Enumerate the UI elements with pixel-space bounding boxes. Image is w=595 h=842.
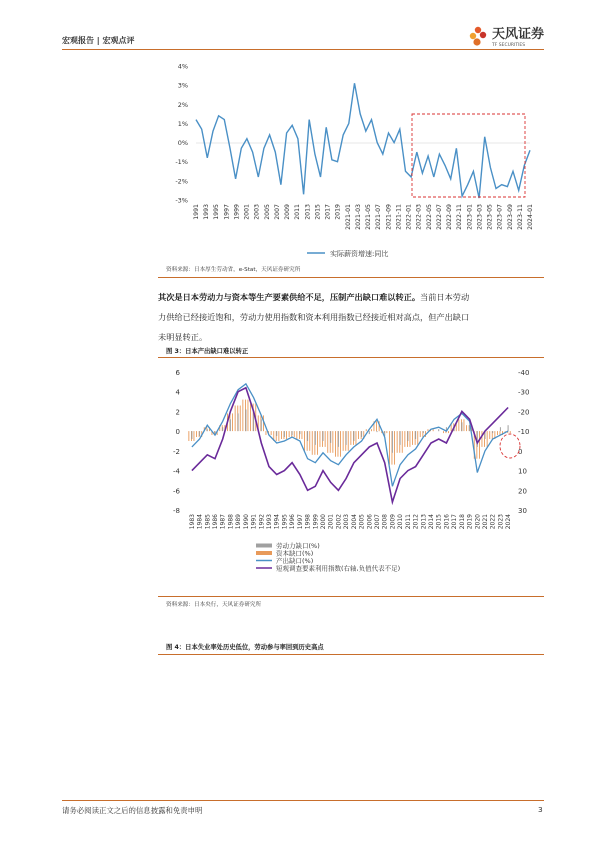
labor-gap-bar [338, 431, 339, 447]
x-tick-label: 2016 [443, 514, 451, 530]
y-tick-label: -1% [175, 158, 188, 167]
paragraph-line1: 当前日本劳动 [420, 292, 470, 302]
x-tick-label: 1994 [273, 514, 281, 530]
capital-gap-bar [281, 431, 282, 439]
capital-gap-bar [348, 431, 349, 451]
capital-gap-bar [194, 431, 195, 441]
capital-gap-bar [389, 431, 390, 465]
y-tick-label: 4% [177, 62, 188, 71]
legend-swatch [256, 544, 272, 548]
capital-gap-bar [232, 413, 233, 431]
capital-gap-bar [443, 431, 444, 433]
x-tick-label: 2003 [343, 514, 351, 530]
legend-swatch [256, 551, 272, 555]
capital-gap-bar [248, 400, 249, 432]
x-tick-label: 2006 [366, 514, 374, 530]
labor-gap-bar [276, 431, 277, 436]
chart-legend [256, 541, 400, 573]
capital-gap-bar [320, 431, 321, 447]
x-tick-label: 2015 [314, 204, 322, 220]
capital-gap-bar [500, 431, 501, 435]
brand-name-en: TF SECURITIES [492, 43, 526, 48]
capital-gap-bar [327, 431, 328, 453]
chart1-source-divider [158, 277, 544, 278]
labor-gap-bar [191, 431, 192, 439]
labor-gap-bar [330, 431, 331, 443]
capital-gap-bar [448, 431, 449, 433]
x-tick-label: 2011 [294, 204, 302, 220]
x-axis-ticks [193, 204, 534, 230]
capital-gap-bar [458, 419, 459, 431]
x-tick-label: 1991 [193, 204, 200, 220]
y2-tick-label: 20 [518, 487, 527, 496]
labor-gap-bar [369, 431, 370, 434]
capital-gap-bar [343, 431, 344, 451]
capital-gap-bar [404, 431, 405, 447]
figure3-source-divider [158, 596, 544, 597]
capital-gap-bar [428, 429, 429, 431]
y-tick-label: -6 [173, 487, 180, 496]
x-tick-label: 1995 [213, 204, 221, 220]
capital-gap-bar [466, 425, 467, 431]
capital-gap-bar [510, 431, 511, 433]
capital-gap-bar [289, 431, 290, 437]
figure3-title-divider [158, 357, 544, 358]
y-tick-label: -2% [175, 177, 188, 186]
x-tick-label: 2020 [474, 514, 482, 530]
x-tick-label: 1990 [242, 514, 250, 530]
footer-disclaimer: 请务必阅读正文之后的信息披露和免责申明 [62, 806, 203, 815]
labor-gap-bar [400, 431, 401, 445]
y-tick-label: 2 [175, 408, 180, 417]
capital-gap-bar [317, 431, 318, 455]
x-tick-label: 2023-07 [496, 204, 504, 230]
capital-gap-bar [235, 406, 236, 432]
labor-gap-bar [477, 431, 478, 447]
labor-gap-bar [245, 410, 246, 432]
brand-logo [468, 22, 558, 50]
x-tick-label: 2010 [397, 514, 405, 530]
capital-gap-bar [250, 404, 251, 432]
legend-label: 产出缺口(%) [276, 557, 314, 565]
capital-gap-bar [266, 431, 267, 435]
x-tick-label: 2023-01 [466, 204, 474, 230]
x-tick-label: 2022-05 [425, 204, 433, 230]
y-tick-label: -4 [173, 467, 180, 476]
y2-tick-label: 30 [518, 507, 527, 515]
output-gap-chart [160, 362, 545, 587]
x-tick-label: 2013 [420, 514, 428, 530]
capital-gap-bar [386, 431, 387, 433]
x-tick-label: 2022-03 [415, 204, 423, 230]
capital-gap-bar [402, 431, 403, 453]
y-tick-label: 6 [175, 369, 180, 377]
labor-gap-bar [307, 431, 308, 441]
capital-gap-bar [296, 431, 297, 439]
x-tick-label: 1988 [227, 514, 235, 530]
labor-gap-bar [299, 431, 300, 434]
capital-gap-bar [376, 421, 377, 431]
capital-gap-bar [196, 431, 197, 437]
wage-growth-chart [160, 58, 550, 258]
wage-growth-line [196, 83, 530, 198]
x-tick-label: 2023-11 [516, 204, 524, 230]
x-tick-label: 2009 [284, 204, 292, 220]
x-tick-label: 2011 [404, 514, 412, 530]
x-tick-label: 2022-09 [446, 204, 454, 230]
x-tick-label: 1984 [196, 514, 204, 530]
report-header: 宏观报告 | 宏观点评 [62, 36, 135, 45]
legend-label: 劳动力缺口(%) [276, 542, 320, 550]
x-tick-label: 2014 [428, 514, 435, 530]
x-tick-label: 2003 [253, 204, 261, 220]
x-tick-label: 2015 [435, 514, 443, 530]
paragraph-line3: 未明显转正。 [158, 332, 208, 342]
y-tick-label: -2 [173, 447, 180, 456]
y2-tick-label: -20 [518, 408, 530, 417]
labor-gap-bar [500, 427, 501, 431]
brand-name-cn: 天风证券 [492, 27, 545, 42]
y2-tick-label: -40 [518, 369, 530, 377]
x-tick-label: 2012 [412, 514, 420, 530]
x-tick-label: 1995 [281, 514, 289, 530]
capital-gap-bar [489, 431, 490, 439]
x-tick-label: 2021-09 [385, 204, 393, 230]
capital-gap-bar [358, 431, 359, 439]
labor-gap-bar [377, 431, 378, 432]
x-tick-label: 1985 [204, 514, 212, 530]
x-tick-label: 2005 [263, 204, 271, 220]
y-axis-ticks [175, 63, 188, 205]
capital-gap-bar [304, 431, 305, 451]
labor-gap-bar [361, 431, 362, 437]
x-tick-label: 2024 [505, 514, 513, 530]
capital-gap-bar [394, 431, 395, 465]
capital-gap-bar [286, 431, 287, 439]
capital-gap-bar [420, 431, 421, 437]
capital-gap-bar [294, 431, 295, 437]
capital-gap-bar [497, 431, 498, 435]
gap-bars [188, 400, 510, 465]
x-tick-label: 2023-05 [486, 204, 494, 230]
x-tick-label: 2022-01 [405, 204, 413, 230]
x-tick-label: 2023-03 [476, 204, 484, 230]
x-tick-label: 2022-11 [456, 204, 464, 230]
capital-gap-bar [433, 429, 434, 431]
y-tick-label: 2% [177, 100, 188, 109]
figure4-title: 图 4：日本失业率处历史低位，劳动参与率回到历史高点 [166, 644, 324, 651]
y-tick-label: 4 [175, 388, 180, 397]
x-tick-label: 2007 [273, 204, 281, 220]
x-tick-label: 1997 [296, 514, 304, 530]
labor-gap-bar [461, 422, 462, 431]
capital-gap-bar [278, 431, 279, 441]
chart1-source: 资料来源：日本厚生劳动省，e-Stat，天风证券研究所 [166, 267, 301, 273]
x-tick-label: 2021-01 [344, 204, 352, 230]
labor-gap-bar [492, 431, 493, 433]
x-tick-label: 2001 [327, 514, 335, 530]
y2-tick-label: 10 [518, 467, 527, 476]
capital-gap-bar [242, 400, 243, 432]
capital-gap-bar [371, 429, 372, 431]
capital-gap-bar [482, 431, 483, 447]
paragraph-line2: 力供给已经接近饱和，劳动力使用指数和资本利用指数已经接近相对高点，但产出缺口 [158, 312, 470, 322]
x-tick-label: 2022 [489, 514, 497, 530]
figure3-title: 图 3：日本产出缺口难以转正 [166, 348, 249, 355]
capital-gap-bar [332, 431, 333, 453]
x-tick-label: 1992 [258, 514, 266, 530]
capital-gap-bar [271, 431, 272, 435]
x-tick-label: 1999 [233, 204, 241, 220]
capital-gap-bar [397, 431, 398, 453]
y2-tick-label: -10 [518, 428, 530, 437]
x-tick-label: 1991 [250, 514, 258, 530]
capital-gap-bar [479, 431, 480, 459]
labor-gap-bar [261, 419, 262, 431]
labor-gap-bar [415, 431, 416, 439]
capital-gap-bar [410, 431, 411, 447]
right-axis-ticks [518, 369, 529, 515]
capital-gap-bar [356, 431, 357, 445]
x-tick-label: 2005 [358, 514, 366, 530]
x-tick-label: 2000 [320, 514, 327, 530]
labor-gap-bar [230, 419, 231, 431]
x-tick-label: 2021-03 [354, 204, 362, 230]
figure4-title-divider [158, 654, 544, 655]
y-tick-label: -8 [173, 507, 180, 515]
labor-gap-bar [215, 431, 216, 433]
x-tick-label: 2024-01 [527, 204, 534, 230]
x-tick-label: 1993 [203, 204, 211, 220]
figure3-source: 资料来源：日本央行，天风证券研究所 [166, 602, 262, 608]
capital-gap-bar [464, 419, 465, 431]
capital-gap-bar [302, 431, 303, 439]
x-tick-label: 2004 [350, 514, 358, 530]
paragraph-bold: 其次是日本劳动力与资本等生产要素供给不足，压制产出缺口难以转正。 [158, 292, 421, 302]
x-tick-label: 2008 [381, 514, 389, 530]
y2-tick-label: -30 [518, 388, 530, 397]
y-tick-label: -3% [175, 196, 188, 205]
x-tick-label: 2019 [334, 204, 342, 220]
x-tick-label: 2023-09 [506, 204, 514, 230]
x-tick-label: 1986 [212, 514, 219, 530]
x-tick-label: 2021 [482, 514, 489, 530]
body-paragraph [158, 287, 548, 347]
x-tick-label: 2009 [389, 514, 397, 530]
x-tick-label: 1983 [188, 514, 196, 530]
x-tick-label: 1996 [289, 514, 297, 530]
x-tick-label: 1998 [304, 514, 312, 530]
capital-gap-bar [312, 431, 313, 455]
x-tick-label: 1999 [312, 514, 320, 530]
x-tick-label: 2022-07 [435, 204, 443, 230]
capital-gap-bar [335, 431, 336, 457]
labor-gap-bar [407, 431, 408, 441]
x-axis-ticks [189, 514, 512, 529]
x-tick-label: 2019 [466, 514, 474, 530]
x-tick-label: 1993 [266, 514, 273, 530]
capital-gap-bar [487, 431, 488, 447]
labor-gap-bar [222, 427, 223, 431]
labor-gap-bar [199, 431, 200, 436]
labor-gap-bar [323, 431, 324, 441]
capital-gap-bar [412, 431, 413, 445]
x-tick-label: 2017 [324, 204, 332, 220]
x-tick-label: 2001 [243, 204, 251, 220]
x-tick-label: 1989 [235, 514, 243, 530]
y-tick-label: 3% [177, 81, 188, 90]
legend-label: 实际薪资增速:同比 [330, 250, 389, 258]
labor-gap-bar [292, 431, 293, 435]
x-tick-label: 2023 [497, 514, 505, 530]
labor-gap-bar [423, 431, 424, 433]
x-tick-label: 2017 [451, 514, 459, 530]
x-tick-label: 2007 [374, 514, 381, 530]
y-tick-label: 0 [175, 428, 180, 437]
highlight-circle [500, 434, 523, 458]
y2-tick-label: 0 [518, 447, 523, 456]
survey-index-line [192, 388, 508, 502]
capital-gap-bar [188, 431, 189, 441]
x-tick-label: 2021-11 [395, 204, 403, 230]
capital-gap-bar [325, 431, 326, 447]
labor-gap-bar [353, 431, 354, 441]
x-tick-label: 2013 [304, 204, 312, 220]
y-tick-label: 1% [177, 119, 188, 128]
page-number: 3 [538, 805, 543, 814]
y-tick-label: 0% [177, 139, 188, 148]
capital-gap-bar [366, 429, 367, 431]
labor-gap-bar [207, 429, 208, 431]
capital-gap-bar [340, 431, 341, 457]
capital-gap-bar [309, 431, 310, 451]
x-tick-label: 2021-05 [365, 204, 373, 230]
labor-gap-bar [392, 431, 393, 453]
x-tick-label: 2002 [335, 514, 343, 530]
labor-gap-bar [315, 431, 316, 445]
labor-gap-bar [346, 431, 347, 445]
left-axis-ticks [173, 369, 181, 515]
legend-label: 资本缺口(%) [276, 549, 314, 558]
labor-gap-bar [508, 425, 509, 431]
x-tick-label: 2021-07 [375, 204, 383, 230]
capital-gap-bar [240, 406, 241, 432]
labor-gap-bar [438, 429, 439, 431]
capital-gap-bar [417, 431, 418, 445]
labor-gap-bar [238, 413, 239, 431]
x-tick-label: 1987 [219, 514, 227, 530]
labor-gap-bar [284, 431, 285, 437]
legend-label: 短观调查要素利用指数(右轴,负值代表不足) [276, 564, 401, 573]
x-tick-label: 2018 [458, 514, 466, 530]
capital-gap-bar [350, 431, 351, 445]
x-tick-label: 1997 [223, 204, 231, 220]
footer-divider [62, 800, 544, 801]
